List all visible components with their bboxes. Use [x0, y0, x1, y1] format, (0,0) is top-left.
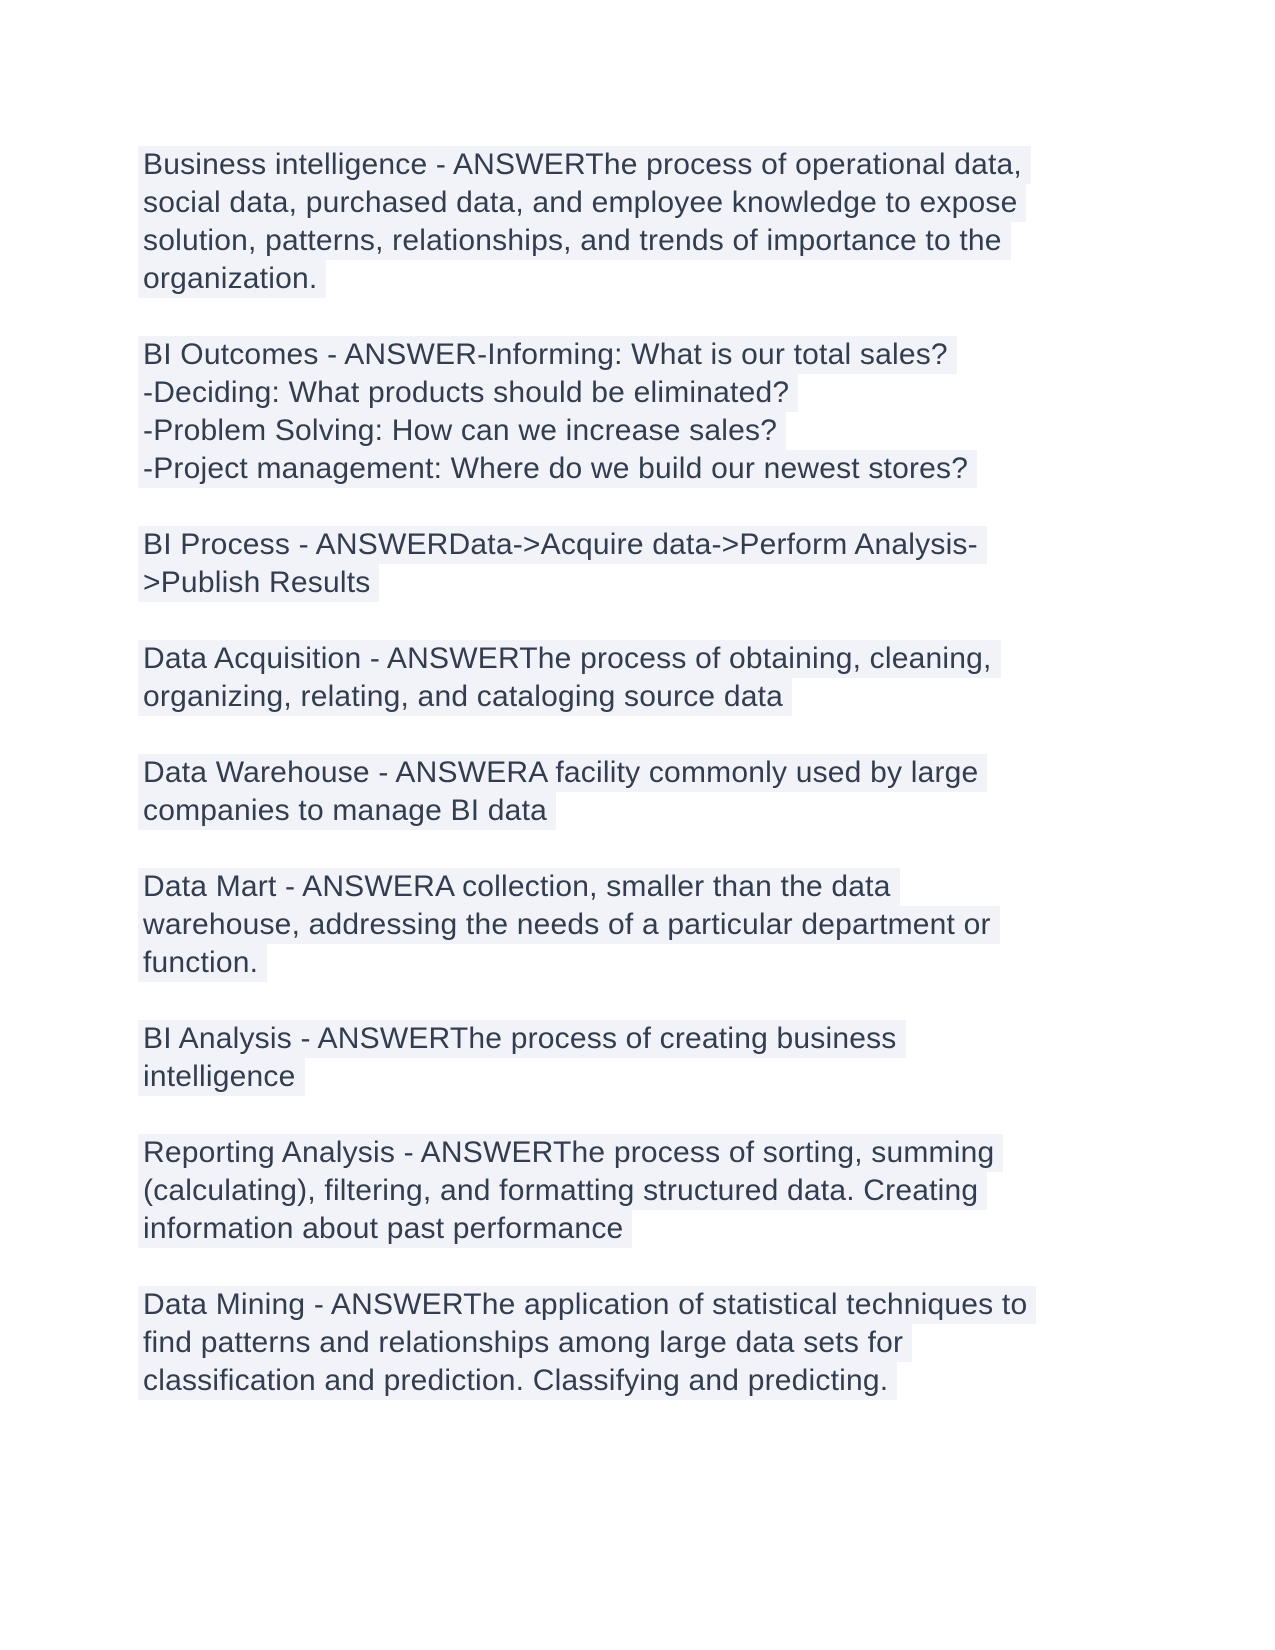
- definition-business-intelligence: [143, 146, 1258, 298]
- text-line: Reporting Analysis - ANSWERThe process of sorting, summing: [138, 1134, 1003, 1172]
- definition-reporting-analysis: [143, 1134, 1258, 1248]
- definition-data-acquisition: [143, 640, 1258, 716]
- text-line: BI Analysis - ANSWERThe process of creating business: [138, 1020, 906, 1058]
- text-line: solution, patterns, relationships, and trends of importance to the: [138, 222, 1011, 260]
- text-line: BI Outcomes - ANSWER-Informing: What is our total sales?: [138, 336, 957, 374]
- text-line: companies to manage BI data: [138, 792, 556, 830]
- text-line: Data Mining - ANSWERThe application of statistical techniques to: [138, 1286, 1036, 1324]
- text-line: Business intelligence - ANSWERThe process of operational data,: [138, 146, 1031, 184]
- definition-data-mart: [143, 868, 1258, 982]
- text-line: -Deciding: What products should be eliminated?: [138, 374, 798, 412]
- text-line: find patterns and relationships among large data sets for: [138, 1324, 912, 1362]
- text-line: information about past performance: [138, 1210, 632, 1248]
- text-line: Data Mart - ANSWERA collection, smaller than the data: [138, 868, 900, 906]
- text-line: organizing, relating, and cataloging source data: [138, 678, 792, 716]
- text-line: -Project management: Where do we build our newest stores?: [138, 450, 977, 488]
- text-line: classification and prediction. Classifying and predicting.: [138, 1362, 897, 1400]
- definition-bi-analysis: [143, 1020, 1258, 1096]
- text-line: organization.: [138, 260, 326, 298]
- definition-data-warehouse: [143, 754, 1258, 830]
- text-line: social data, purchased data, and employee knowledge to expose: [138, 184, 1026, 222]
- text-line: >Publish Results: [138, 564, 379, 602]
- text-line: function.: [138, 944, 267, 982]
- text-line: Data Acquisition - ANSWERThe process of obtaining, cleaning,: [138, 640, 1001, 678]
- definition-data-mining: [143, 1286, 1258, 1400]
- text-line: warehouse, addressing the needs of a particular department or: [138, 906, 1000, 944]
- definition-bi-outcomes: [143, 336, 1258, 488]
- text-block: [143, 146, 1258, 1400]
- text-line: Data Warehouse - ANSWERA facility commonly used by large: [138, 754, 987, 792]
- text-line: (calculating), filtering, and formatting structured data. Creating: [138, 1172, 987, 1210]
- text-line: BI Process - ANSWERData->Acquire data->Perform Analysis-: [138, 526, 987, 564]
- text-line: -Problem Solving: How can we increase sales?: [138, 412, 786, 450]
- definition-bi-process: [143, 526, 1258, 602]
- text-line: intelligence: [138, 1058, 305, 1096]
